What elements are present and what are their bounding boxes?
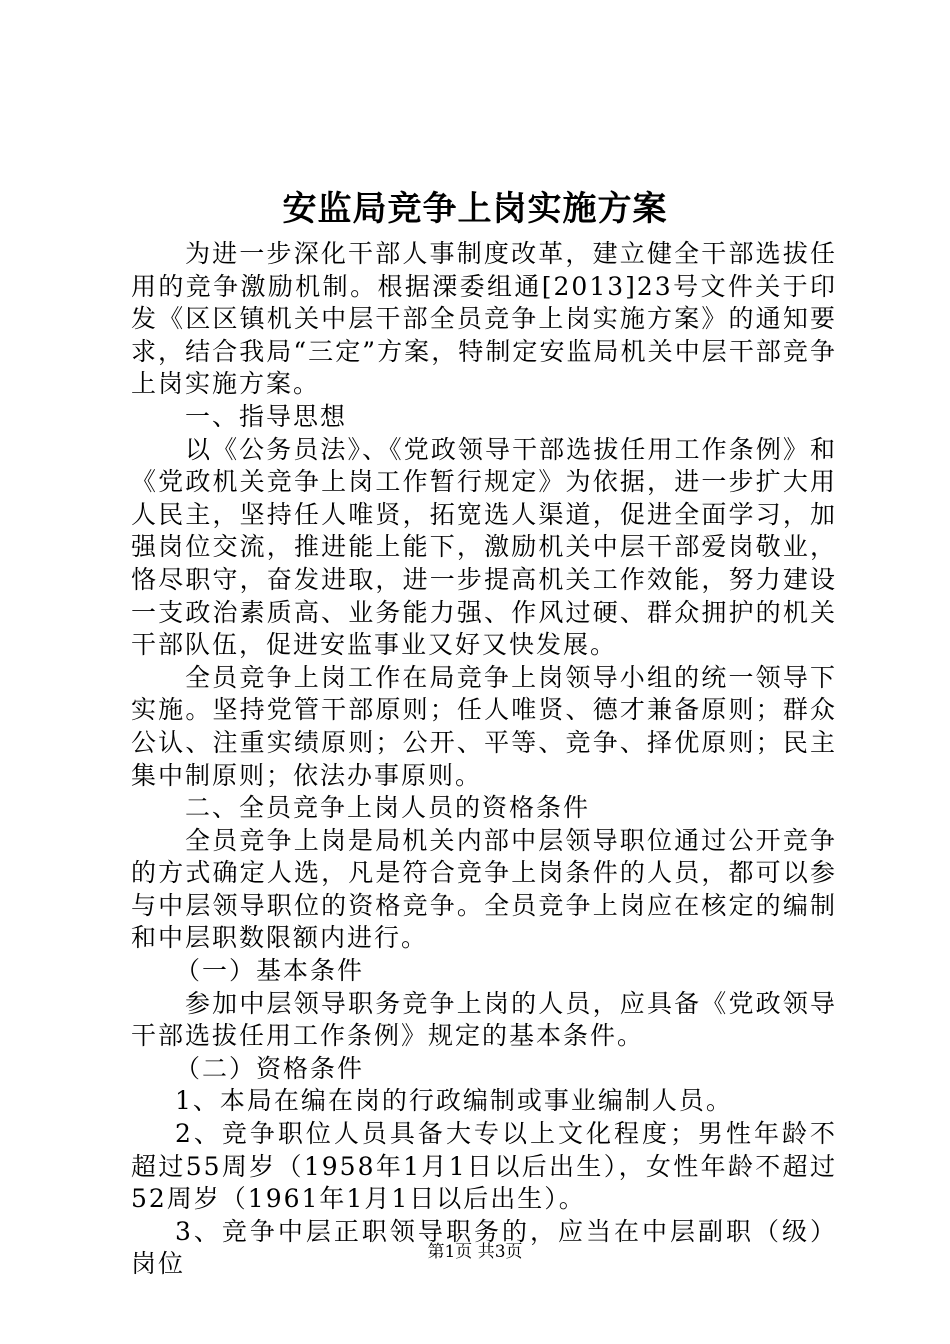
heading-guiding-principle: 一、指导思想 — [185, 401, 348, 431]
list-item-2: 2、竞争职位人员具备大专以上文化程度；男性年龄不超过55周岁（1958年1月1日以后出生），女性年龄不超过52周岁（1961年1月1日以后出生）。 — [131, 1119, 837, 1214]
document-title: 安监局竞争上岗实施方案 — [282, 189, 668, 229]
heading-qualifications: 二、全员竞争上岗人员的资格条件 — [185, 793, 591, 823]
paragraph-qualifications: 全员竞争上岗是局机关内部中层领导职位通过公开竞争的方式确定人选，凡是符合竞争上岗条件的人员，都可以参与中层领导职位的资格竞争。全员竞争上岗应在核定的编制和中层职数限额内进行。 — [131, 825, 837, 953]
heading-eligibility: （二）资格条件 — [175, 1053, 365, 1083]
paragraph-guiding-principle: 以《公务员法》、《党政领导干部选拔任用工作条例》和《党政机关竞争上岗工作暂行规定》为依据，进一步扩大用人民主，坚持任人唯贤，拓宽选人渠道，促进全面学习，加强岗位交流，推进能上能下，激励机关中层干部爱岗敬业，恪尽职守，奋发进取，进一步提高机关工作效能，努力建设一支政治素质高、业务能力强、作风过硬、群众拥护的机关干部队伍，促进安监事业又好又快发展。 — [131, 434, 837, 660]
paragraph-principles: 全员竞争上岗工作在局竞争上岗领导小组的统一领导下实施。坚持党管干部原则；任人唯贤、德才兼备原则；群众公认、注重实绩原则；公开、平等、竞争、择优原则；民主集中制原则；依法办事原则。 — [131, 662, 837, 790]
paragraph-basic-conditions: 参加中层领导职务竞争上岗的人员，应具备《党政领导干部选拔任用工作条例》规定的基本条件。 — [131, 988, 837, 1051]
list-item-1: 1、本局在编在岗的行政编制或事业编制人员。 — [175, 1086, 733, 1116]
document-body — [131, 238, 837, 1281]
paragraph-intro: 为进一步深化干部人事制度改革，建立健全干部选拔任用的竞争激励机制。根据溧委组通[2013]23号文件关于印发《区区镇机关中层干部全员竞争上岗实施方案》的通知要求，结合我局“三定”方案，特制定安监局机关中层干部竞争上岗实施方案。 — [131, 239, 837, 399]
list-item-3: 3、竞争中层正职领导职务的，应当在中层副职（级）岗位 — [131, 1216, 837, 1279]
heading-basic-conditions: （一）基本条件 — [175, 956, 365, 986]
page-number: 第1页 共3页 — [427, 1242, 523, 1262]
